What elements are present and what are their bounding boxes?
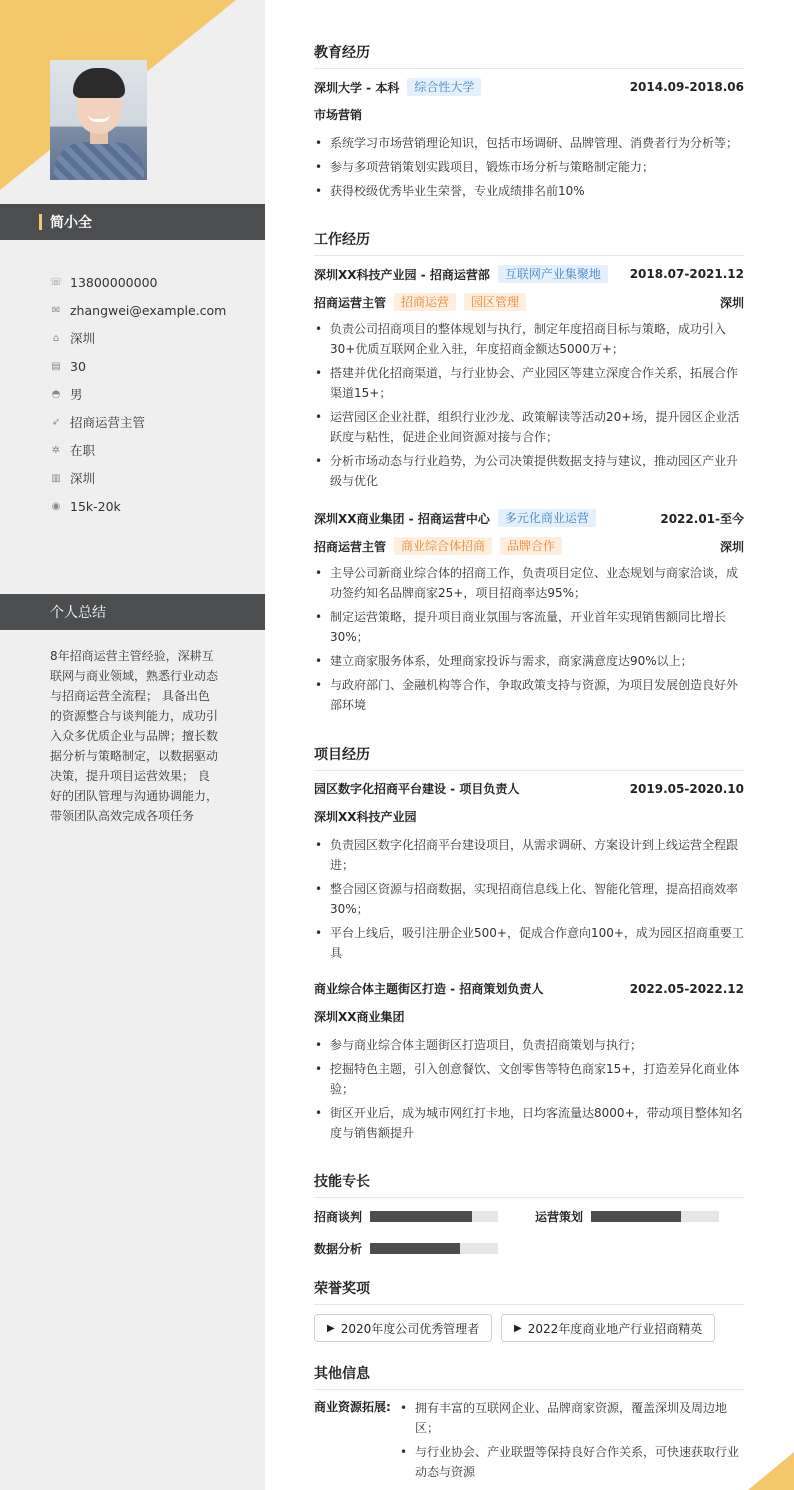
skill-analysis [314,1240,498,1257]
education-header [314,78,744,96]
project-2-org: 深圳XX商业集团 [314,1010,405,1024]
list-item: • 与行业协会、产业联盟等保持良好合作关系，可快速获取行业动态与资源 [399,1442,744,1482]
candidate-name: 简小全 [50,215,92,231]
play-icon: ▶ [327,1322,335,1334]
project-1-period: 2019.05-2020.10 [629,781,744,796]
project-2-name: 商业综合体主题街区打造 - 招商策划负责人 [314,982,544,996]
building-icon: ▥ [51,472,61,484]
job-2-tag-b: 品牌合作 [500,537,562,555]
info-hometown [50,324,226,352]
salary-icon: ◉ [51,500,61,512]
list-item: • 拥有丰富的互联网企业、品牌商家资源，覆盖深圳及周边地区； [399,1398,744,1438]
project-1-org: 深圳XX科技产业园 [314,810,417,824]
list-item: • 街区开业后，成为城市网红打卡地，日均客流量达8000+，带动项目整体知名度与销售额提升 [314,1103,744,1143]
skill-negotiation [314,1208,498,1225]
phone-value: 13800000000 [70,274,158,290]
info-phone [50,268,226,296]
gender-value: 男 [70,387,83,402]
education-period: 2014.09-2018.06 [629,80,744,94]
job-2-period: 2022.01-至今 [660,511,744,526]
project-1-name: 园区数字化招商平台建设 - 项目负责人 [314,782,520,796]
job-2-header [314,509,744,527]
project-2-org-row [314,1008,744,1025]
info-gender [50,380,226,408]
education-title: 教育经历 [314,42,744,69]
skill-bar-fill [370,1211,472,1222]
major-name: 市场营销 [314,108,363,122]
list-item: • 建立商家服务体系，处理商家投诉与需求，商家满意度达90%以上； [314,651,744,671]
list-item: • 系统学习市场营销理论知识，包括市场调研、品牌管理、消费者行为分析等； [314,133,744,153]
salary-value: 15k-20k [70,498,121,514]
list-item: • 挖掘特色主题，引入创意餐饮、文创零售等特色商家15+，打造差异化商业体验； [314,1059,744,1099]
decorative-corner [748,1452,794,1490]
school-name: 深圳大学 - 本科 [314,80,400,95]
job-1-tag: 互联网产业集聚地 [498,265,608,283]
summary-text: 8年招商运营主管经验，深耕互联网与商业领域，熟悉行业动态与招商运营全流程； 具备出色的资源整合与谈判能力，成功引入众多优质企业与品牌；擅长数据分析与策略制定，以数据驱动决策，提升项目运营效果； 良好的团队管理与沟通协调能力，带领团队高效完成各项任务 [50,649,219,823]
name-accent [39,214,42,230]
job-1-header [314,265,744,283]
list-item: • 获得校级优秀毕业生荣誉，专业成绩排名前10% [314,181,744,201]
award-label: 2022年度商业地产行业招商精英 [527,1321,703,1336]
list-item: • 负责园区数字化招商平台建设项目，从需求调研、方案设计到上线运营全程跟进； [314,835,744,875]
major-row [314,106,744,123]
job-2-tag: 多元化商业运营 [498,509,596,527]
name-bar [0,204,265,240]
projects-title: 项目经历 [314,744,744,771]
skill-label: 招商谈判 [314,1210,363,1224]
list-item: • 与政府部门、金融机构等合作，争取政策支持与资源，为项目发展创造良好外部环境 [314,675,744,715]
award-badge [314,1314,492,1342]
play-icon: ▶ [514,1322,522,1334]
job-2-city: 深圳 [719,539,744,554]
project-1-bullets [314,835,744,967]
list-item: • 参与多项营销策划实践项目，锻炼市场分析与策略制定能力； [314,157,744,177]
job-2-role: 招商运营主管 [314,539,387,554]
job-1-tag-b: 园区管理 [464,293,526,311]
info-salary [50,492,226,520]
job-2-company: 深圳XX商业集团 - 招商运营中心 [314,511,490,526]
info-age [50,352,226,380]
phone-icon: ☏ [49,276,63,288]
skill-bar [370,1243,498,1254]
project-1-org-row [314,808,744,825]
list-item: • 负责公司招商项目的整体规划与执行，制定年度招商目标与策略，成功引入30+优质互联网企业入驻，年度招商金额达5000万+； [314,319,744,359]
home-icon: ⌂ [52,332,60,344]
project-2-period: 2022.05-2022.12 [629,981,744,996]
list-item: • 整合园区资源与招商数据，实现招商信息线上化、智能化管理，提高招商效率30%； [314,879,744,919]
award-label: 2020年度公司优秀管理者 [340,1321,480,1336]
info-position [50,408,226,436]
award-badge [501,1314,715,1342]
info-email [50,296,226,324]
hometown-value: 深圳 [70,331,96,346]
job-1-city: 深圳 [719,295,744,310]
skill-label: 数据分析 [314,1242,363,1256]
skill-bar [591,1211,719,1222]
send-icon: ➶ [51,416,61,428]
email-value: zhangwei@example.com [70,302,227,318]
job-1-period: 2018.07-2021.12 [629,267,744,281]
project-2-header [314,980,744,997]
avatar [50,60,147,180]
job-1-company: 深圳XX科技产业园 - 招商运营部 [314,267,490,282]
skill-bar [370,1211,498,1222]
list-item: • 主导公司新商业综合体的招商工作，负责项目定位、业态规划与商家洽谈，成功签约知名品牌商家25+，项目招商率达95%； [314,563,744,603]
school-tag: 综合性大学 [407,78,481,96]
skill-planning [535,1208,719,1225]
info-city [50,464,226,492]
mail-icon: ✉ [51,304,61,316]
info-status [50,436,226,464]
education-bullets [314,133,744,205]
job-1-tag-a: 招商运营 [394,293,456,311]
awards-title: 荣誉奖项 [314,1278,744,1305]
list-item: • 制定运营策略，提升项目商业氛围与客流量，开业首年实现销售额同比增长30%； [314,607,744,647]
city-value: 深圳 [70,471,96,486]
other-bullets [399,1398,744,1486]
project-1-header [314,780,744,797]
skill-bar-fill [591,1211,681,1222]
summary-header: 个人总结 [0,594,265,630]
list-item: • 搭建并优化招商渠道，与行业协会、产业园区等建立深度合作关系，拓展合作渠道15+； [314,363,744,403]
position-value: 招商运营主管 [70,415,146,430]
job-1-role: 招商运营主管 [314,295,387,310]
sidebar [0,0,265,1490]
list-item: • 运营园区企业社群，组织行业沙龙、政策解读等活动20+场，提升园区企业活跃度与粘性，促进企业间资源对接与合作； [314,407,744,447]
other-title: 其他信息 [314,1363,744,1390]
list-item: • 平台上线后，吸引注册企业500+，促成合作意向100+，成为园区招商重要工具 [314,923,744,963]
status-icon: ✲ [51,444,61,456]
other-label: 商业资源拓展: [314,1400,391,1414]
job-1-bullets [314,319,744,495]
list-item: • 参与商业综合体主题街区打造项目，负责招商策划与执行； [314,1035,744,1055]
job-2-role-row [314,537,744,555]
skills-title: 技能专长 [314,1171,744,1198]
list-item: • 分析市场动态与行业趋势，为公司决策提供数据支持与建议，推动园区产业升级与优化 [314,451,744,491]
skill-bar-fill [370,1243,460,1254]
job-2-bullets [314,563,744,719]
calendar-icon: ▤ [51,360,61,372]
job-1-role-row [314,293,744,311]
gender-icon: ◓ [51,388,61,400]
age-value: 30 [70,358,86,374]
project-2-bullets [314,1035,744,1147]
skill-label: 运营策划 [535,1210,584,1224]
job-2-tag-a: 商业综合体招商 [394,537,492,555]
status-value: 在职 [70,443,96,458]
work-title: 工作经历 [314,229,744,256]
contact-info-list [50,268,226,520]
